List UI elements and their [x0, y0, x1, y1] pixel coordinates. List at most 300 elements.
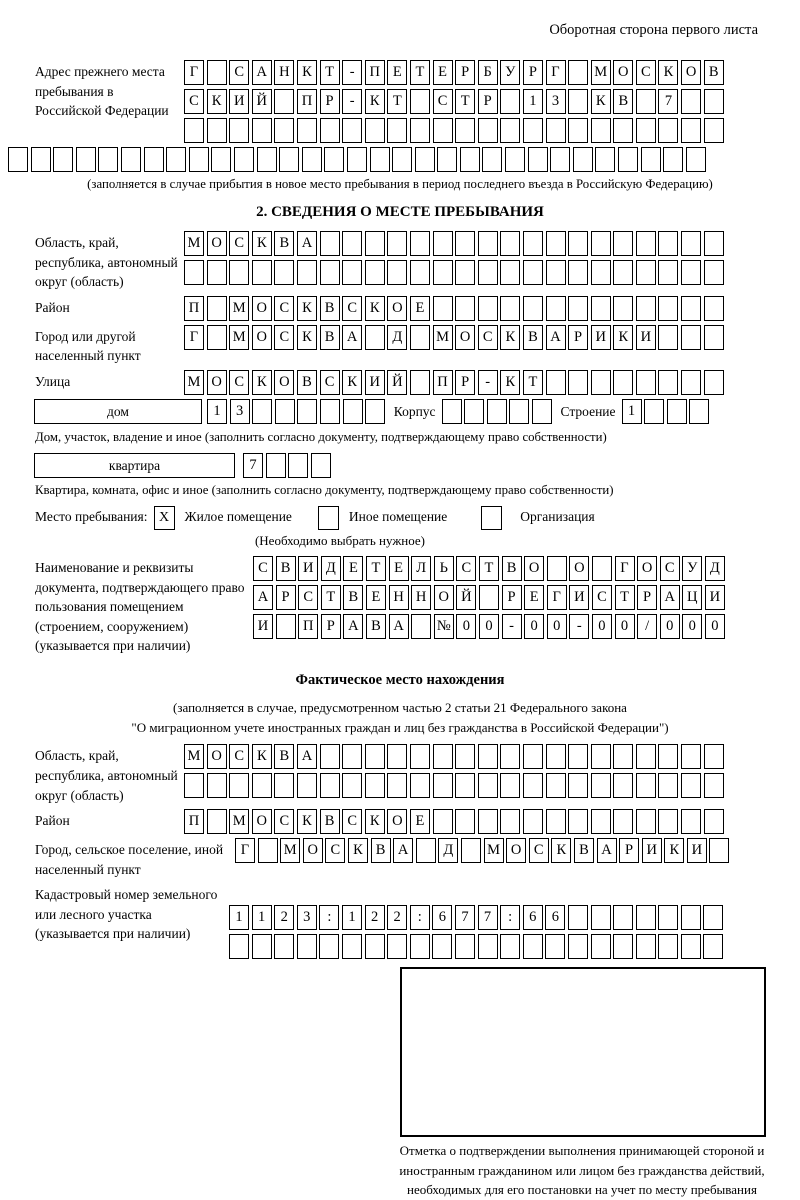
char-box[interactable]: Г [615, 556, 635, 581]
char-box[interactable] [689, 399, 709, 424]
char-box[interactable]: С [433, 89, 453, 114]
checkbox-organization[interactable] [481, 506, 502, 530]
char-box[interactable]: В [274, 231, 294, 256]
char-box[interactable] [568, 934, 588, 959]
char-box[interactable]: С [274, 325, 294, 350]
char-box[interactable]: М [184, 744, 204, 769]
char-box[interactable]: К [664, 838, 684, 863]
char-box[interactable]: П [365, 60, 385, 85]
char-box[interactable] [704, 118, 724, 143]
char-box[interactable] [433, 118, 453, 143]
char-box[interactable]: Н [274, 60, 294, 85]
char-box[interactable] [207, 296, 227, 321]
char-box[interactable] [455, 934, 475, 959]
char-box[interactable]: О [274, 370, 294, 395]
char-box[interactable] [681, 934, 701, 959]
char-box[interactable] [258, 838, 278, 863]
char-box[interactable] [568, 370, 588, 395]
char-box[interactable]: 0 [705, 614, 725, 639]
char-box[interactable] [252, 399, 272, 424]
char-box[interactable]: С [229, 231, 249, 256]
char-box[interactable]: П [297, 89, 317, 114]
char-box[interactable]: К [252, 370, 272, 395]
checkbox-other-premises[interactable] [318, 506, 339, 530]
char-box[interactable] [663, 147, 683, 172]
char-box[interactable] [568, 60, 588, 85]
char-box[interactable] [442, 399, 462, 424]
char-box[interactable] [681, 231, 701, 256]
char-box[interactable]: А [393, 838, 413, 863]
char-box[interactable] [704, 260, 724, 285]
char-box[interactable]: К [297, 809, 317, 834]
char-box[interactable] [613, 296, 633, 321]
char-box[interactable]: О [637, 556, 657, 581]
char-box[interactable]: С [636, 60, 656, 85]
char-box[interactable]: М [184, 231, 204, 256]
char-box[interactable] [704, 231, 724, 256]
char-box[interactable] [500, 744, 520, 769]
char-box[interactable] [636, 118, 656, 143]
char-box[interactable]: Й [387, 370, 407, 395]
char-box[interactable] [523, 118, 543, 143]
char-box[interactable]: О [387, 809, 407, 834]
char-box[interactable] [365, 231, 385, 256]
char-box[interactable] [478, 231, 498, 256]
char-box[interactable] [703, 905, 723, 930]
char-box[interactable]: 2 [274, 905, 294, 930]
char-box[interactable]: 7 [455, 905, 475, 930]
char-box[interactable] [591, 370, 611, 395]
char-box[interactable] [252, 934, 272, 959]
char-box[interactable] [704, 809, 724, 834]
char-box[interactable]: 0 [456, 614, 476, 639]
char-box[interactable] [658, 905, 678, 930]
char-box[interactable]: В [574, 838, 594, 863]
char-box[interactable] [704, 773, 724, 798]
char-box[interactable]: Т [455, 89, 475, 114]
char-box[interactable] [297, 399, 317, 424]
char-box[interactable] [342, 744, 362, 769]
char-box[interactable]: П [298, 614, 318, 639]
char-box[interactable]: С [298, 585, 318, 610]
char-box[interactable] [505, 147, 525, 172]
char-box[interactable]: В [371, 838, 391, 863]
char-box[interactable]: Е [433, 60, 453, 85]
char-box[interactable] [704, 370, 724, 395]
char-box[interactable]: С [184, 89, 204, 114]
char-box[interactable] [704, 89, 724, 114]
char-box[interactable] [591, 118, 611, 143]
char-box[interactable]: Р [637, 585, 657, 610]
char-box[interactable]: Р [523, 60, 543, 85]
char-box[interactable] [500, 260, 520, 285]
char-box[interactable]: 1 [229, 905, 249, 930]
char-box[interactable] [53, 147, 73, 172]
char-box[interactable] [455, 231, 475, 256]
char-box[interactable] [547, 556, 567, 581]
char-box[interactable]: Г [184, 60, 204, 85]
char-box[interactable] [252, 773, 272, 798]
char-box[interactable]: - [569, 614, 589, 639]
char-box[interactable] [31, 147, 51, 172]
char-box[interactable]: Р [276, 585, 296, 610]
char-box[interactable] [658, 370, 678, 395]
char-box[interactable] [433, 809, 453, 834]
char-box[interactable]: Н [389, 585, 409, 610]
char-box[interactable]: Г [547, 585, 567, 610]
char-box[interactable]: Т [321, 585, 341, 610]
char-box[interactable]: Е [343, 556, 363, 581]
char-box[interactable]: О [524, 556, 544, 581]
char-box[interactable] [320, 118, 340, 143]
char-box[interactable] [658, 260, 678, 285]
char-box[interactable]: П [184, 296, 204, 321]
char-box[interactable] [387, 260, 407, 285]
char-box[interactable] [613, 260, 633, 285]
char-box[interactable]: 6 [432, 905, 452, 930]
char-box[interactable]: О [681, 60, 701, 85]
char-box[interactable] [568, 260, 588, 285]
char-box[interactable] [613, 370, 633, 395]
char-box[interactable] [568, 744, 588, 769]
char-box[interactable]: / [637, 614, 657, 639]
char-box[interactable] [681, 118, 701, 143]
char-box[interactable]: 3 [546, 89, 566, 114]
char-box[interactable] [523, 260, 543, 285]
char-box[interactable] [455, 744, 475, 769]
char-box[interactable]: И [591, 325, 611, 350]
char-box[interactable] [523, 231, 543, 256]
char-box[interactable]: К [207, 89, 227, 114]
char-box[interactable] [704, 744, 724, 769]
char-box[interactable] [681, 773, 701, 798]
char-box[interactable]: О [252, 809, 272, 834]
char-box[interactable]: К [500, 370, 520, 395]
char-box[interactable] [76, 147, 96, 172]
char-box[interactable]: У [682, 556, 702, 581]
char-box[interactable] [546, 231, 566, 256]
char-box[interactable]: И [642, 838, 662, 863]
char-box[interactable]: О [207, 744, 227, 769]
char-box[interactable] [410, 773, 430, 798]
char-box[interactable]: К [365, 809, 385, 834]
char-box[interactable]: Д [321, 556, 341, 581]
char-box[interactable]: В [343, 585, 363, 610]
char-box[interactable] [658, 118, 678, 143]
char-box[interactable] [365, 934, 385, 959]
char-box[interactable]: С [274, 809, 294, 834]
char-box[interactable] [266, 453, 286, 478]
char-box[interactable] [342, 934, 362, 959]
char-box[interactable]: М [229, 809, 249, 834]
char-box[interactable] [568, 89, 588, 114]
char-box[interactable]: Е [410, 809, 430, 834]
char-box[interactable]: - [342, 89, 362, 114]
char-box[interactable]: К [348, 838, 368, 863]
char-box[interactable]: Е [366, 585, 386, 610]
char-box[interactable]: Е [387, 60, 407, 85]
char-box[interactable] [207, 260, 227, 285]
char-box[interactable]: М [184, 370, 204, 395]
char-box[interactable]: А [389, 614, 409, 639]
char-box[interactable] [370, 147, 390, 172]
char-box[interactable] [455, 296, 475, 321]
char-box[interactable] [528, 147, 548, 172]
char-box[interactable] [166, 147, 186, 172]
char-box[interactable]: Д [438, 838, 458, 863]
char-box[interactable]: К [297, 325, 317, 350]
char-box[interactable] [658, 296, 678, 321]
char-box[interactable]: М [433, 325, 453, 350]
char-box[interactable]: 1 [252, 905, 272, 930]
char-box[interactable] [568, 118, 588, 143]
char-box[interactable]: К [613, 325, 633, 350]
char-box[interactable]: У [500, 60, 520, 85]
char-box[interactable]: А [343, 614, 363, 639]
char-box[interactable]: Е [524, 585, 544, 610]
char-box[interactable] [613, 905, 633, 930]
char-box[interactable] [591, 260, 611, 285]
char-box[interactable] [681, 260, 701, 285]
char-box[interactable] [410, 934, 430, 959]
char-box[interactable]: П [184, 809, 204, 834]
char-box[interactable] [455, 773, 475, 798]
char-box[interactable] [275, 399, 295, 424]
char-box[interactable] [500, 296, 520, 321]
char-box[interactable] [478, 118, 498, 143]
char-box[interactable]: С [478, 325, 498, 350]
char-box[interactable] [658, 809, 678, 834]
char-box[interactable] [636, 809, 656, 834]
char-box[interactable] [455, 809, 475, 834]
char-box[interactable]: В [502, 556, 522, 581]
char-box[interactable]: С [229, 370, 249, 395]
char-box[interactable] [319, 934, 339, 959]
char-box[interactable]: А [342, 325, 362, 350]
char-box[interactable] [252, 260, 272, 285]
char-box[interactable] [274, 773, 294, 798]
char-box[interactable] [636, 934, 656, 959]
char-box[interactable]: О [434, 585, 454, 610]
char-box[interactable]: Т [615, 585, 635, 610]
char-box[interactable]: М [229, 296, 249, 321]
char-box[interactable]: Р [619, 838, 639, 863]
char-box[interactable] [433, 296, 453, 321]
char-box[interactable] [658, 934, 678, 959]
char-box[interactable]: - [342, 60, 362, 85]
char-box[interactable]: Р [455, 370, 475, 395]
char-box[interactable]: М [280, 838, 300, 863]
char-box[interactable]: Б [478, 60, 498, 85]
char-box[interactable] [568, 296, 588, 321]
char-box[interactable]: : [500, 905, 520, 930]
char-box[interactable] [455, 118, 475, 143]
char-box[interactable]: А [252, 60, 272, 85]
char-box[interactable] [8, 147, 28, 172]
char-box[interactable] [437, 147, 457, 172]
char-box[interactable]: Ц [682, 585, 702, 610]
char-box[interactable]: 0 [479, 614, 499, 639]
char-box[interactable] [681, 809, 701, 834]
char-box[interactable]: О [613, 60, 633, 85]
char-box[interactable] [432, 934, 452, 959]
char-box[interactable] [546, 809, 566, 834]
char-box[interactable]: С [342, 296, 362, 321]
char-box[interactable] [478, 260, 498, 285]
char-box[interactable]: С [342, 809, 362, 834]
char-box[interactable]: Р [568, 325, 588, 350]
char-box[interactable]: 3 [230, 399, 250, 424]
char-box[interactable]: К [500, 325, 520, 350]
char-box[interactable]: Г [184, 325, 204, 350]
char-box[interactable] [613, 934, 633, 959]
char-box[interactable]: В [523, 325, 543, 350]
char-box[interactable] [546, 296, 566, 321]
char-box[interactable]: К [365, 296, 385, 321]
char-box[interactable]: : [319, 905, 339, 930]
char-box[interactable]: О [506, 838, 526, 863]
char-box[interactable] [478, 809, 498, 834]
char-box[interactable] [681, 744, 701, 769]
char-box[interactable] [641, 147, 661, 172]
char-box[interactable]: К [297, 296, 317, 321]
char-box[interactable] [704, 296, 724, 321]
char-box[interactable]: С [229, 744, 249, 769]
char-box[interactable]: 2 [365, 905, 385, 930]
char-box[interactable] [667, 399, 687, 424]
char-box[interactable] [658, 231, 678, 256]
char-box[interactable] [658, 325, 678, 350]
char-box[interactable] [568, 773, 588, 798]
char-box[interactable] [681, 905, 701, 930]
char-box[interactable] [500, 231, 520, 256]
char-box[interactable]: И [298, 556, 318, 581]
char-box[interactable]: 7 [243, 453, 263, 478]
char-box[interactable] [591, 231, 611, 256]
char-box[interactable]: О [569, 556, 589, 581]
char-box[interactable]: Т [366, 556, 386, 581]
char-box[interactable]: Т [320, 60, 340, 85]
char-box[interactable]: В [366, 614, 386, 639]
char-box[interactable]: 0 [615, 614, 635, 639]
char-box[interactable]: Г [546, 60, 566, 85]
char-box[interactable] [184, 260, 204, 285]
checkbox-residential[interactable]: X [154, 506, 175, 530]
char-box[interactable]: Р [502, 585, 522, 610]
char-box[interactable] [595, 147, 615, 172]
char-box[interactable] [207, 60, 227, 85]
char-box[interactable]: С [253, 556, 273, 581]
char-box[interactable] [636, 370, 656, 395]
char-box[interactable]: Й [252, 89, 272, 114]
char-box[interactable] [613, 773, 633, 798]
char-box[interactable] [121, 147, 141, 172]
char-box[interactable] [229, 934, 249, 959]
char-box[interactable]: - [502, 614, 522, 639]
char-box[interactable] [320, 744, 340, 769]
char-box[interactable]: А [597, 838, 617, 863]
char-box[interactable] [343, 399, 363, 424]
char-box[interactable] [681, 296, 701, 321]
char-box[interactable]: О [207, 231, 227, 256]
char-box[interactable]: В [320, 325, 340, 350]
char-box[interactable] [546, 370, 566, 395]
char-box[interactable] [636, 231, 656, 256]
char-box[interactable]: П [433, 370, 453, 395]
char-box[interactable]: № [434, 614, 454, 639]
char-box[interactable]: С [320, 370, 340, 395]
char-box[interactable]: С [274, 296, 294, 321]
char-box[interactable] [288, 453, 308, 478]
char-box[interactable]: Р [478, 89, 498, 114]
char-box[interactable]: О [455, 325, 475, 350]
char-box[interactable]: К [551, 838, 571, 863]
char-box[interactable] [644, 399, 664, 424]
char-box[interactable]: Р [455, 60, 475, 85]
char-box[interactable] [274, 260, 294, 285]
char-box[interactable]: Т [479, 556, 499, 581]
char-box[interactable]: В [704, 60, 724, 85]
char-box[interactable] [144, 147, 164, 172]
char-box[interactable] [464, 399, 484, 424]
char-box[interactable] [302, 147, 322, 172]
char-box[interactable]: К [342, 370, 362, 395]
char-box[interactable] [207, 809, 227, 834]
char-box[interactable]: С [660, 556, 680, 581]
char-box[interactable] [636, 89, 656, 114]
char-box[interactable] [279, 147, 299, 172]
char-box[interactable]: С [529, 838, 549, 863]
char-box[interactable] [365, 399, 385, 424]
char-box[interactable] [482, 147, 502, 172]
char-box[interactable] [509, 399, 529, 424]
char-box[interactable]: А [660, 585, 680, 610]
char-box[interactable] [704, 325, 724, 350]
char-box[interactable] [546, 773, 566, 798]
char-box[interactable]: 0 [660, 614, 680, 639]
char-box[interactable] [365, 744, 385, 769]
char-box[interactable] [387, 231, 407, 256]
char-box[interactable]: Д [387, 325, 407, 350]
char-box[interactable]: С [229, 60, 249, 85]
char-box[interactable] [478, 296, 498, 321]
char-box[interactable] [478, 934, 498, 959]
char-box[interactable]: М [484, 838, 504, 863]
char-box[interactable]: : [410, 905, 430, 930]
char-box[interactable] [591, 809, 611, 834]
char-box[interactable] [252, 118, 272, 143]
char-box[interactable] [613, 118, 633, 143]
char-box[interactable] [573, 147, 593, 172]
char-box[interactable] [568, 905, 588, 930]
char-box[interactable]: А [297, 744, 317, 769]
char-box[interactable]: С [456, 556, 476, 581]
char-box[interactable]: С [592, 585, 612, 610]
char-box[interactable] [365, 118, 385, 143]
char-box[interactable] [410, 325, 430, 350]
char-box[interactable] [410, 370, 430, 395]
char-box[interactable] [387, 118, 407, 143]
char-box[interactable]: В [276, 556, 296, 581]
char-box[interactable] [546, 118, 566, 143]
char-box[interactable] [686, 147, 706, 172]
char-box[interactable]: 0 [682, 614, 702, 639]
char-box[interactable]: Р [321, 614, 341, 639]
char-box[interactable] [613, 231, 633, 256]
char-box[interactable] [311, 453, 331, 478]
char-box[interactable]: О [387, 296, 407, 321]
char-box[interactable]: Н [411, 585, 431, 610]
